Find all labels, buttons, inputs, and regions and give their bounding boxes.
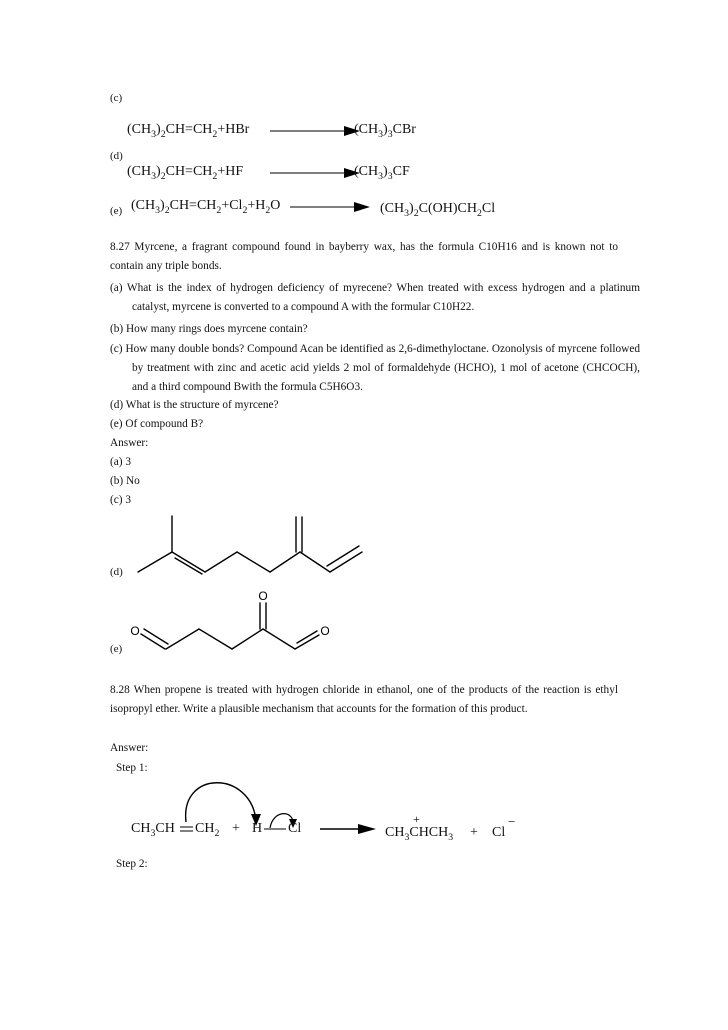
chloride-charge: −: [508, 814, 516, 829]
reaction-d-label: (d): [110, 150, 123, 162]
step-1-label: Step 1:: [116, 762, 148, 774]
answer-heading-828: Answer:: [110, 742, 149, 754]
oxygen-left: O: [130, 624, 140, 638]
structure-d-label: (d): [110, 566, 123, 578]
propene-right: $CH_2$: [195, 821, 220, 839]
question-d: (d) What is the structure of myrcene?: [110, 399, 279, 411]
reaction-c-reactants: $(CH_3)_2CH=CH_2+HBr$: [127, 122, 250, 140]
reaction-c-label: (c): [110, 92, 123, 104]
oxygen-top: O: [258, 589, 268, 603]
propene-left: $CH_3CH$: [131, 821, 175, 839]
structure-e-label: (e): [110, 643, 123, 655]
problem-8-28-intro: 8.28 When propene is treated with hydrogen chloride in ethanol, one of the products of the reaction is ethyl isopropyl ether. Write a plausible mechanism that accounts for the formation of this product.: [110, 684, 618, 715]
chlorine-atom: Cl: [288, 821, 302, 836]
oxygen-right: O: [320, 624, 330, 638]
answer-c: (c) 3: [110, 494, 132, 506]
answer-heading-827: Answer:: [110, 437, 149, 449]
hydrogen-atom: H: [252, 821, 263, 836]
reaction-d-product: $(CH_3)_3CF$: [354, 164, 410, 182]
question-b: (b) How many rings does myrcene contain?: [110, 323, 308, 335]
question-c: (c) How many double bonds? Compound Acan be identified as 2,6-dimethyloctane. Ozonolysis of myrcene followed by treatment with zinc and acetic acid yields 2 mol of formaldehyde (HCHO), 1 mol of acetone (CHCOCH), and a third compound Bwith the formula C5H6O3.: [110, 343, 640, 393]
answer-b: (b) No: [110, 475, 140, 487]
plus-sign-2: +: [470, 825, 478, 840]
step-2-label: Step 2:: [116, 858, 148, 870]
reaction-e-label: (e): [110, 205, 123, 217]
problem-8-27-intro: 8.27 Myrcene, a fragrant compound found in bayberry wax, has the formula C10H16 and is known not to contain any triple bonds.: [110, 241, 618, 272]
reaction-d-reactants: $(CH_3)_2CH=CH_2+HF$: [127, 164, 244, 182]
reaction-c-product: $(CH_3)_3CBr$: [354, 122, 416, 140]
question-e: (e) Of compound B?: [110, 418, 204, 430]
carbocation: $CH_3CHCH_3$: [385, 825, 454, 843]
reaction-e-reactants: $(CH_3)_2CH=CH_2+Cl_2+H_2O$: [131, 198, 281, 216]
answer-a: (a) 3: [110, 456, 132, 468]
cation-charge: +: [413, 812, 420, 826]
question-a: (a) What is the index of hydrogen deficiency of myrecene? When treated with excess hydrogen and a platinum catalyst, myrcene is converted to a compound A with the formular C10H22.: [110, 282, 640, 313]
chloride-ion: Cl: [492, 825, 506, 840]
reaction-e-product: $(CH_3)_2C(OH)CH_2Cl$: [380, 201, 496, 219]
plus-sign-1: +: [232, 821, 240, 836]
